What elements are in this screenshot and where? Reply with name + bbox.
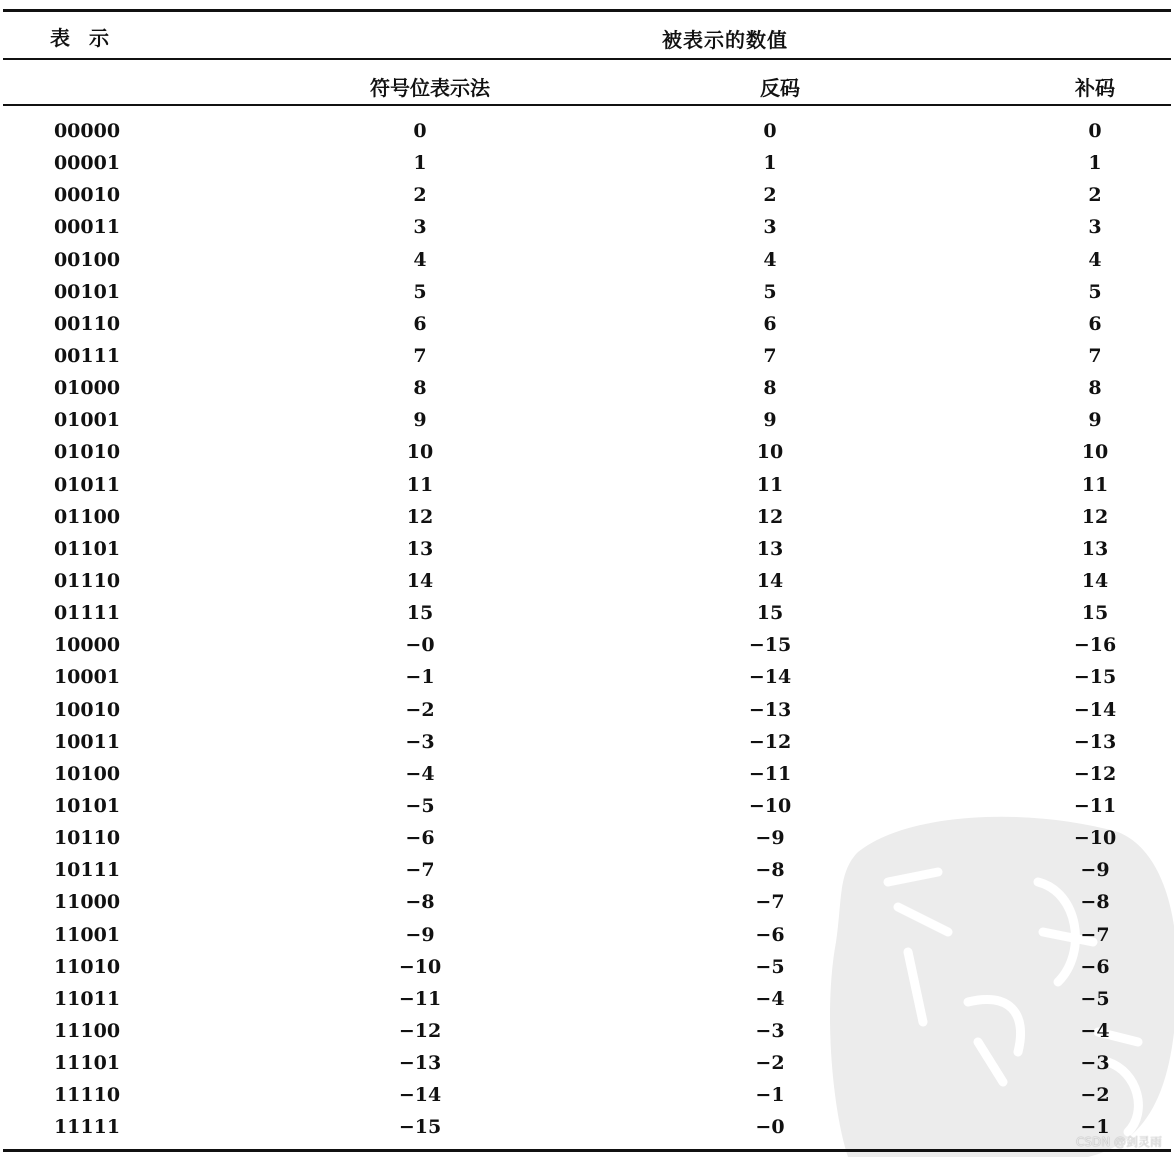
ones-complement-cell: −3 xyxy=(755,1019,785,1042)
ones-complement-cell: −0 xyxy=(755,1116,785,1139)
sign-magnitude-cell: −1 xyxy=(405,666,435,689)
twos-complement-cell: 8 xyxy=(1088,377,1102,400)
ones-complement-cell: 9 xyxy=(763,409,777,432)
twos-complement-cell: −11 xyxy=(1073,794,1117,817)
sign-magnitude-cell: −10 xyxy=(398,955,442,978)
ones-complement-cell: −5 xyxy=(755,955,785,978)
sign-magnitude-cell: −3 xyxy=(405,730,435,753)
twos-complement-cell: −14 xyxy=(1073,698,1117,721)
twos-complement-cell: 15 xyxy=(1081,602,1109,625)
ones-complement-cell: 1 xyxy=(763,152,777,175)
bit-pattern-cell: 11000 xyxy=(53,891,121,914)
table-row xyxy=(0,1080,1174,1112)
sign-magnitude-cell: −4 xyxy=(405,762,435,785)
sign-magnitude-cell: −6 xyxy=(405,827,435,850)
ones-complement-cell: 4 xyxy=(763,248,777,271)
ones-complement-cell: 8 xyxy=(763,377,777,400)
sign-magnitude-cell: −9 xyxy=(405,923,435,946)
table-row xyxy=(0,502,1174,534)
table-row xyxy=(0,437,1174,469)
twos-complement-cell: 4 xyxy=(1088,248,1102,271)
ones-complement-cell: −15 xyxy=(748,634,792,657)
table-row xyxy=(0,1112,1174,1144)
twos-complement-cell: 14 xyxy=(1081,569,1109,592)
ones-complement-cell: 3 xyxy=(763,216,777,239)
twos-complement-cell: 9 xyxy=(1088,409,1102,432)
ones-complement-cell: 10 xyxy=(756,441,784,464)
sign-magnitude-cell: 12 xyxy=(406,505,434,528)
table-row xyxy=(0,212,1174,244)
bit-pattern-cell: 00000 xyxy=(53,120,121,142)
bit-pattern-cell: 00001 xyxy=(53,152,121,175)
sign-magnitude-cell: 1 xyxy=(413,152,427,175)
twos-complement-cell: −16 xyxy=(1073,634,1117,657)
twos-complement-cell: 3 xyxy=(1088,216,1102,239)
twos-complement-cell: −9 xyxy=(1080,859,1110,882)
twos-complement-cell: −13 xyxy=(1073,730,1117,753)
bit-pattern-cell: 00011 xyxy=(53,216,121,239)
sign-magnitude-cell: 3 xyxy=(413,216,427,239)
bit-pattern-cell: 11010 xyxy=(53,955,121,978)
header-sign-magnitude: 符号位表示法 xyxy=(370,76,490,100)
header-bottom-rule xyxy=(3,104,1171,106)
sign-magnitude-cell: −15 xyxy=(398,1116,442,1139)
sign-magnitude-cell: −12 xyxy=(398,1019,442,1042)
table-row xyxy=(0,791,1174,823)
bit-pattern-cell: 10001 xyxy=(53,666,121,689)
table-row xyxy=(0,920,1174,952)
source-credit: CSDN @剑灵雨 xyxy=(1075,1135,1162,1149)
bit-pattern-cell: 00101 xyxy=(53,280,121,303)
ones-complement-cell: −6 xyxy=(755,923,785,946)
table-row xyxy=(0,405,1174,437)
table-row xyxy=(0,823,1174,855)
sign-magnitude-cell: 14 xyxy=(406,569,434,592)
ones-complement-cell: −14 xyxy=(748,666,792,689)
twos-complement-cell: −4 xyxy=(1080,1019,1110,1042)
bit-pattern-cell: 10000 xyxy=(53,634,121,657)
ones-complement-cell: 15 xyxy=(756,602,784,625)
table-row xyxy=(0,727,1174,759)
header-value-group: 被表示的数值 xyxy=(662,28,788,52)
sign-magnitude-cell: 4 xyxy=(413,248,427,271)
ones-complement-cell: 5 xyxy=(763,280,777,303)
twos-complement-cell: 10 xyxy=(1081,441,1109,464)
table-row xyxy=(0,277,1174,309)
sign-magnitude-cell: 0 xyxy=(413,120,427,142)
twos-complement-cell: 2 xyxy=(1088,184,1102,207)
table-row xyxy=(0,952,1174,984)
twos-complement-cell: −8 xyxy=(1080,891,1110,914)
header-twos-complement: 补码 xyxy=(1075,76,1115,100)
sign-magnitude-cell: 6 xyxy=(413,312,427,335)
ones-complement-cell: −12 xyxy=(748,730,792,753)
twos-complement-cell: 6 xyxy=(1088,312,1102,335)
ones-complement-cell: 0 xyxy=(763,120,777,142)
twos-complement-cell: −3 xyxy=(1080,1052,1110,1075)
table-row xyxy=(0,341,1174,373)
bit-pattern-cell: 11100 xyxy=(53,1019,121,1042)
table-body xyxy=(0,116,1174,1145)
table-row xyxy=(0,566,1174,598)
sign-magnitude-cell: −11 xyxy=(398,987,442,1010)
bit-pattern-cell: 11111 xyxy=(53,1116,121,1139)
bit-pattern-cell: 00010 xyxy=(53,184,121,207)
twos-complement-cell: −12 xyxy=(1073,762,1117,785)
twos-complement-cell: −5 xyxy=(1080,987,1110,1010)
ones-complement-cell: −8 xyxy=(755,859,785,882)
twos-complement-cell: 7 xyxy=(1088,344,1102,367)
twos-complement-cell: 11 xyxy=(1081,473,1109,496)
bit-pattern-cell: 10010 xyxy=(53,698,121,721)
bit-pattern-cell: 10111 xyxy=(53,859,121,882)
table-row xyxy=(0,1048,1174,1080)
ones-complement-cell: −4 xyxy=(755,987,785,1010)
sign-magnitude-cell: 13 xyxy=(406,537,434,560)
ones-complement-cell: −11 xyxy=(748,762,792,785)
ones-complement-cell: 6 xyxy=(763,312,777,335)
sign-magnitude-cell: −2 xyxy=(405,698,435,721)
bit-pattern-cell: 01110 xyxy=(53,569,121,592)
sign-magnitude-cell: −13 xyxy=(398,1052,442,1075)
table-row xyxy=(0,1016,1174,1048)
bit-pattern-cell: 00110 xyxy=(53,312,121,335)
sign-magnitude-cell: 15 xyxy=(406,602,434,625)
bit-pattern-cell: 10101 xyxy=(53,794,121,817)
table-row xyxy=(0,180,1174,212)
table-row xyxy=(0,373,1174,405)
table-row xyxy=(0,759,1174,791)
twos-complement-cell: 12 xyxy=(1081,505,1109,528)
ones-complement-cell: 14 xyxy=(756,569,784,592)
twos-complement-cell: −6 xyxy=(1080,955,1110,978)
sign-magnitude-cell: 8 xyxy=(413,377,427,400)
table-row xyxy=(0,116,1174,148)
bit-pattern-cell: 00100 xyxy=(53,248,121,271)
bit-pattern-cell: 01111 xyxy=(53,602,121,625)
ones-complement-cell: 2 xyxy=(763,184,777,207)
sign-magnitude-cell: −0 xyxy=(405,634,435,657)
ones-complement-cell: −1 xyxy=(755,1084,785,1107)
twos-complement-cell: 5 xyxy=(1088,280,1102,303)
bit-pattern-cell: 10110 xyxy=(53,827,121,850)
bit-pattern-cell: 10100 xyxy=(53,762,121,785)
table-row xyxy=(0,470,1174,502)
twos-complement-cell: −1 xyxy=(1080,1116,1110,1139)
sign-magnitude-cell: −5 xyxy=(405,794,435,817)
ones-complement-cell: −13 xyxy=(748,698,792,721)
table-row xyxy=(0,662,1174,694)
ones-complement-cell: 12 xyxy=(756,505,784,528)
table-row xyxy=(0,245,1174,277)
sign-magnitude-cell: −14 xyxy=(398,1084,442,1107)
bit-pattern-cell: 11110 xyxy=(53,1084,121,1107)
table-row xyxy=(0,695,1174,727)
bit-pattern-cell: 01001 xyxy=(53,409,121,432)
ones-complement-cell: 11 xyxy=(756,473,784,496)
header-group-rule xyxy=(3,58,1171,60)
header-representation: 表 示 xyxy=(50,26,110,50)
ones-complement-cell: −10 xyxy=(748,794,792,817)
bit-pattern-cell: 01101 xyxy=(53,537,121,560)
bit-pattern-cell: 10011 xyxy=(53,730,121,753)
twos-complement-cell: −2 xyxy=(1080,1084,1110,1107)
sign-magnitude-cell: 7 xyxy=(413,344,427,367)
bit-pattern-cell: 11001 xyxy=(53,923,121,946)
table-row xyxy=(0,309,1174,341)
sign-magnitude-cell: 5 xyxy=(413,280,427,303)
table-row xyxy=(0,534,1174,566)
bit-pattern-cell: 01100 xyxy=(53,505,121,528)
sign-magnitude-cell: −8 xyxy=(405,891,435,914)
twos-complement-cell: −15 xyxy=(1073,666,1117,689)
bit-pattern-cell: 01011 xyxy=(53,473,121,496)
bit-pattern-cell: 11011 xyxy=(53,987,121,1010)
sign-magnitude-cell: 9 xyxy=(413,409,427,432)
sign-magnitude-cell: −7 xyxy=(405,859,435,882)
header-ones-complement: 反码 xyxy=(760,76,800,100)
ones-complement-cell: −9 xyxy=(755,827,785,850)
bit-pattern-cell: 11101 xyxy=(53,1052,121,1075)
ones-complement-cell: 7 xyxy=(763,344,777,367)
sign-magnitude-cell: 10 xyxy=(406,441,434,464)
table-row xyxy=(0,598,1174,630)
ones-complement-cell: −7 xyxy=(755,891,785,914)
twos-complement-cell: −7 xyxy=(1080,923,1110,946)
bit-pattern-cell: 01000 xyxy=(53,377,121,400)
sign-magnitude-cell: 11 xyxy=(406,473,434,496)
table-bottom-rule xyxy=(3,1149,1171,1152)
ones-complement-cell: −2 xyxy=(755,1052,785,1075)
ones-complement-cell: 13 xyxy=(756,537,784,560)
bit-pattern-cell: 01010 xyxy=(53,441,121,464)
table-row xyxy=(0,855,1174,887)
twos-complement-cell: −10 xyxy=(1073,827,1117,850)
table-row xyxy=(0,630,1174,662)
table-row xyxy=(0,148,1174,180)
twos-complement-cell: 1 xyxy=(1088,152,1102,175)
sign-magnitude-cell: 2 xyxy=(413,184,427,207)
table-row xyxy=(0,984,1174,1016)
bit-pattern-cell: 00111 xyxy=(53,344,121,367)
table-top-rule xyxy=(3,9,1171,12)
table-row xyxy=(0,887,1174,919)
twos-complement-cell: 0 xyxy=(1088,120,1102,142)
twos-complement-cell: 13 xyxy=(1081,537,1109,560)
